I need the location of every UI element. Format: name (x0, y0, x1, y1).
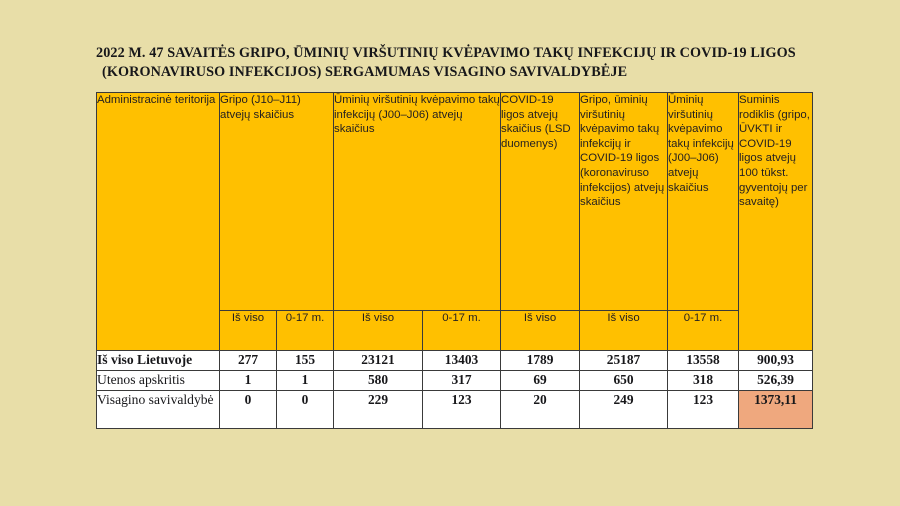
cell-value: 20 (501, 391, 580, 429)
cell-value: 155 (277, 351, 334, 371)
cell-value: 317 (423, 371, 501, 391)
subheader-uri-total: Iš viso (334, 311, 423, 351)
cell-value: 229 (334, 391, 423, 429)
cell-value: 249 (580, 391, 668, 429)
subheader-combined-total: Iš viso (580, 311, 668, 351)
cell-value: 25187 (580, 351, 668, 371)
subheader-influenza-total: Iš viso (220, 311, 277, 351)
cell-value-summary-rate-highlighted: 1373,11 (739, 391, 813, 429)
row-label-visaginas-municipality: Visagino savivaldybė (97, 391, 220, 429)
page-title-line-1: 2022 M. 47 SAVAITĖS GRIPO, ŪMINIŲ VIRŠUTINIŲ KVĖPAVIMO TAKŲ INFEKCIJŲ IR COVID-19 LIGOS (96, 45, 796, 61)
cell-value: 650 (580, 371, 668, 391)
table-body (97, 351, 813, 429)
header-covid19-cases: COVID-19 ligos atvejų skaičius (LSD duomenys) (501, 93, 580, 311)
cell-value: 13558 (668, 351, 739, 371)
cell-value-summary-rate: 526,39 (739, 371, 813, 391)
subheader-covid-total: Iš viso (501, 311, 580, 351)
row-label-lithuania-total: Iš viso Lietuvoje (97, 351, 220, 371)
cell-value: 123 (423, 391, 501, 429)
subheader-uri-0-17: 0-17 m. (423, 311, 501, 351)
cell-value: 13403 (423, 351, 501, 371)
header-combined-cases: Gripo, ūminių viršutinių kvėpavimo takų infekcijų ir COVID-19 ligos (koronaviruso infekcijos) atvejų skaičius (580, 93, 668, 311)
subheader-influenza-0-17: 0-17 m. (277, 311, 334, 351)
table-row (97, 391, 813, 429)
row-label-utena-county: Utenos apskritis (97, 371, 220, 391)
cell-value: 1 (220, 371, 277, 391)
cell-value: 277 (220, 351, 277, 371)
table-row (97, 351, 813, 371)
header-acute-uri-cases: Ūminių viršutinių kvėpavimo takų infekcijų (J00–J06) atvejų skaičius (334, 93, 501, 311)
cell-value: 1789 (501, 351, 580, 371)
page-title-line-2: (KORONAVIRUSO INFEKCIJOS) SERGAMUMAS VISAGINO SAVIVALDYBĖJE (102, 64, 628, 80)
cell-value: 0 (277, 391, 334, 429)
cell-value: 0 (220, 391, 277, 429)
cell-value: 318 (668, 371, 739, 391)
cell-value: 1 (277, 371, 334, 391)
header-summary-rate: Suminis rodiklis (gripo, ŪVKTI ir COVID-19 ligos atvejų 100 tūkst. gyventojų per savaitę) (739, 93, 813, 351)
header-acute-uri-children: Ūminių viršutinių kvėpavimo takų infekcijų (J00–J06) atvejų skaičius (668, 93, 739, 311)
table-row (97, 371, 813, 391)
morbidity-table (96, 92, 813, 429)
cell-value: 580 (334, 371, 423, 391)
cell-value-summary-rate: 900,93 (739, 351, 813, 371)
header-influenza-cases: Gripo (J10–J11) atvejų skaičius (220, 93, 334, 311)
subheader-combined-0-17: 0-17 m. (668, 311, 739, 351)
cell-value: 23121 (334, 351, 423, 371)
header-administrative-territory: Administracinė teritorija (97, 93, 220, 351)
table-container (96, 92, 812, 429)
cell-value: 123 (668, 391, 739, 429)
cell-value: 69 (501, 371, 580, 391)
table-header-row (97, 93, 813, 311)
page-title (96, 44, 836, 82)
